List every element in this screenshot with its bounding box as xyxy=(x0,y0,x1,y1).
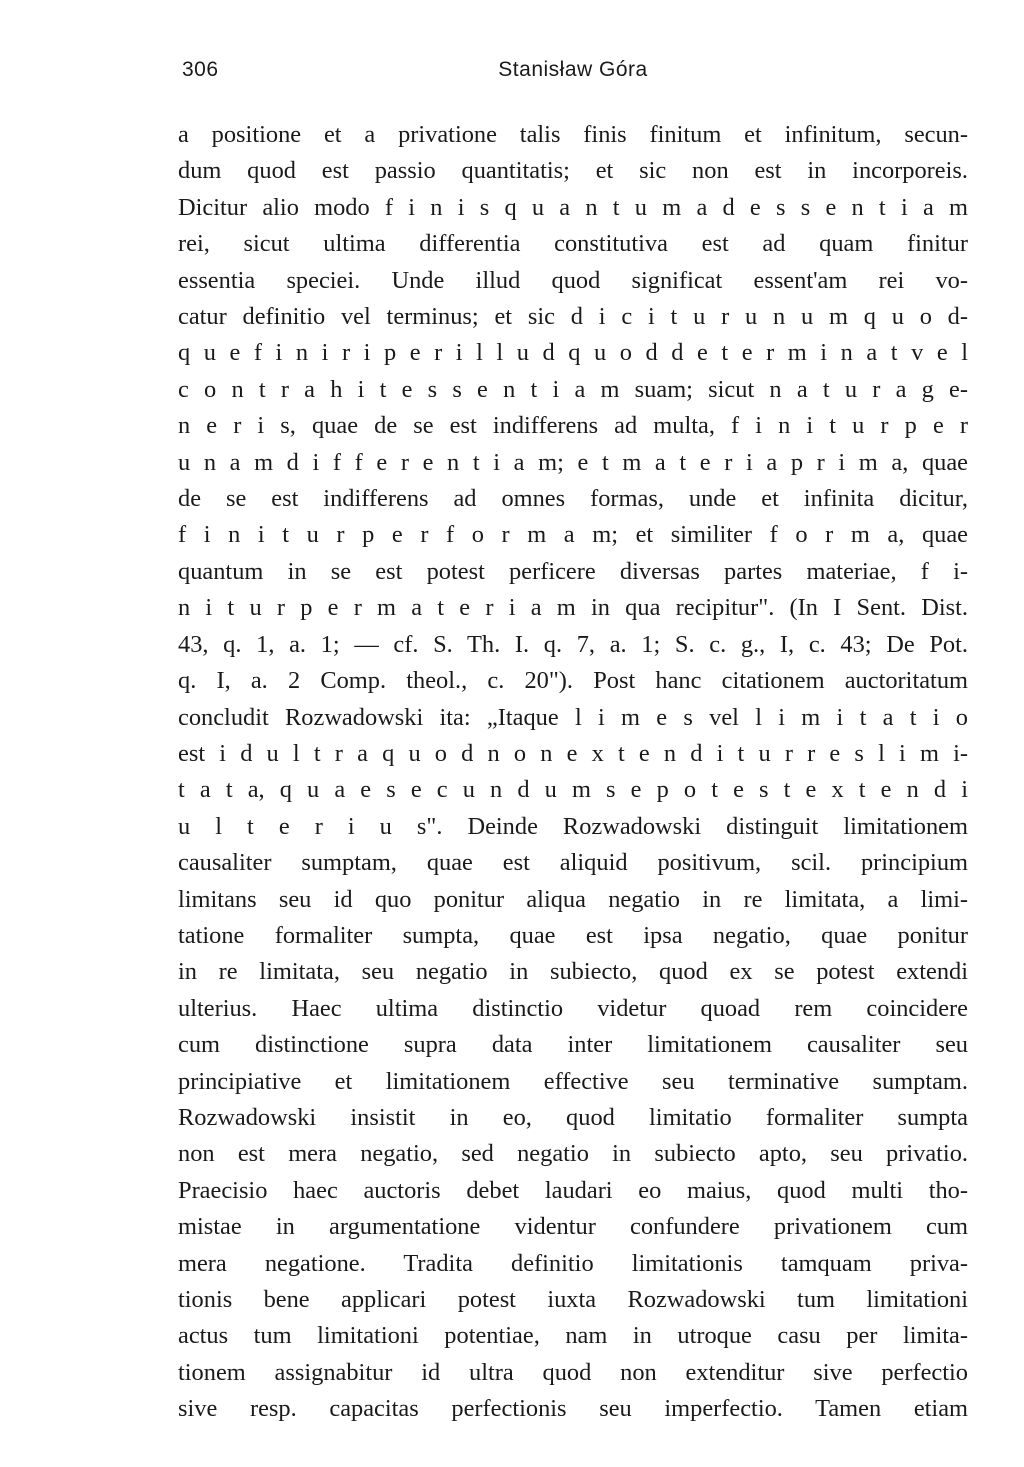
text-line: quantum in se est potest perficere diversas partes materiae, f i- xyxy=(178,557,968,585)
text-line: u l t e r i u s". Deinde Rozwadowski distinguit limitationem xyxy=(178,812,968,840)
page-number: 306 xyxy=(182,58,219,81)
text-line: u n a m d i f f e r e n t i a m; e t m a t e r i a p r i m a, quae xyxy=(178,448,968,476)
text-line: Rozwadowski insistit in eo, quod limitatio formaliter sumpta xyxy=(178,1103,968,1131)
text-line: Dicitur alio modo f i n i s q u a n t u m a d e s s e n t i a m xyxy=(178,193,968,221)
text-line: q. I, a. 2 Comp. theol., c. 20"). Post hanc citationem auctoritatum xyxy=(178,667,968,695)
text-line: tionis bene applicari potest iuxta Rozwadowski tum limitationi xyxy=(178,1286,968,1313)
text-line: tatione formaliter sumpta, quae est ipsa negatio, quae ponitur xyxy=(178,921,968,949)
text-line: Praecisio haec auctoris debet laudari eo maius, quod multi tho- xyxy=(178,1176,968,1204)
text-line: rei, sicut ultima differentia constitutiva est ad quam finitur xyxy=(178,230,968,258)
text-line: causaliter sumptam, quae est aliquid positivum, scil. principium xyxy=(178,849,968,877)
text-line: 43, q. 1, a. 1; — cf. S. Th. I. q. 7, a. 1; S. c. g., I, c. 43; De Pot. xyxy=(178,630,968,658)
running-title: Stanisław Góra xyxy=(498,58,648,81)
text-line: sive resp. capacitas perfectionis seu imperfectio. Tamen etiam xyxy=(178,1395,968,1423)
text-line: limitans seu id quo ponitur aliqua negatio in re limitata, a limi- xyxy=(178,885,968,913)
text-line: c o n t r a h i t e s s e n t i a m suam; sicut n a t u r a g e- xyxy=(178,375,968,403)
text-line: essentia speciei. Unde illud quod significat essent'am rei vo- xyxy=(178,266,968,294)
text-line: de se est indifferens ad omnes formas, unde et infinita dicitur, xyxy=(178,485,968,513)
text-line: t a t a, q u a e s e c u n d u m s e p o t e s t e x t e n d i xyxy=(178,776,968,804)
text-line: n i t u r p e r m a t e r i a m in qua recipitur". (In I Sent. Dist. xyxy=(178,594,968,622)
text-line: cum distinctione supra data inter limitationem causaliter seu xyxy=(178,1031,968,1059)
text-line: actus tum limitationi potentiae, nam in utroque casu per limita- xyxy=(178,1322,968,1350)
text-line: catur definitio vel terminus; et sic d i c i t u r u n u m q u o d- xyxy=(178,303,968,331)
body-text xyxy=(178,117,968,1428)
text-line: mistae in argumentatione videntur confundere privationem cum xyxy=(178,1213,968,1241)
text-line: a positione et a privatione talis finis finitum et infinitum, secun- xyxy=(178,121,968,148)
text-line: dum quod est passio quantitatis; et sic non est in incorporeis. xyxy=(178,157,968,185)
text-line: principiative et limitationem effective seu terminative sumptam. xyxy=(178,1067,968,1095)
text-line: f i n i t u r p e r f o r m a m; et similiter f o r m a, quae xyxy=(178,521,968,549)
text-line: concludit Rozwadowski ita: „Itaque l i m e s vel l i m i t a t i o xyxy=(178,703,968,731)
running-head xyxy=(178,58,968,88)
text-line: n e r i s, quae de se est indifferens ad multa, f i n i t u r p e r xyxy=(178,412,968,440)
text-line: in re limitata, seu negatio in subiecto, quod ex se potest extendi xyxy=(178,958,968,986)
text-line: ulterius. Haec ultima distinctio videtur quoad rem coincidere xyxy=(178,994,968,1022)
text-line: tionem assignabitur id ultra quod non extenditur sive perfectio xyxy=(178,1358,968,1386)
text-line: est i d u l t r a q u o d n o n e x t e n d i t u r r e s l i m i- xyxy=(178,739,968,767)
text-line: q u e f i n i r i p e r i l l u d q u o d d e t e r m i n a t v e l xyxy=(178,339,968,367)
text-line: non est mera negatio, sed negatio in subiecto apto, seu privatio. xyxy=(178,1140,968,1168)
text-line: mera negatione. Tradita definitio limitationis tamquam priva- xyxy=(178,1249,968,1277)
